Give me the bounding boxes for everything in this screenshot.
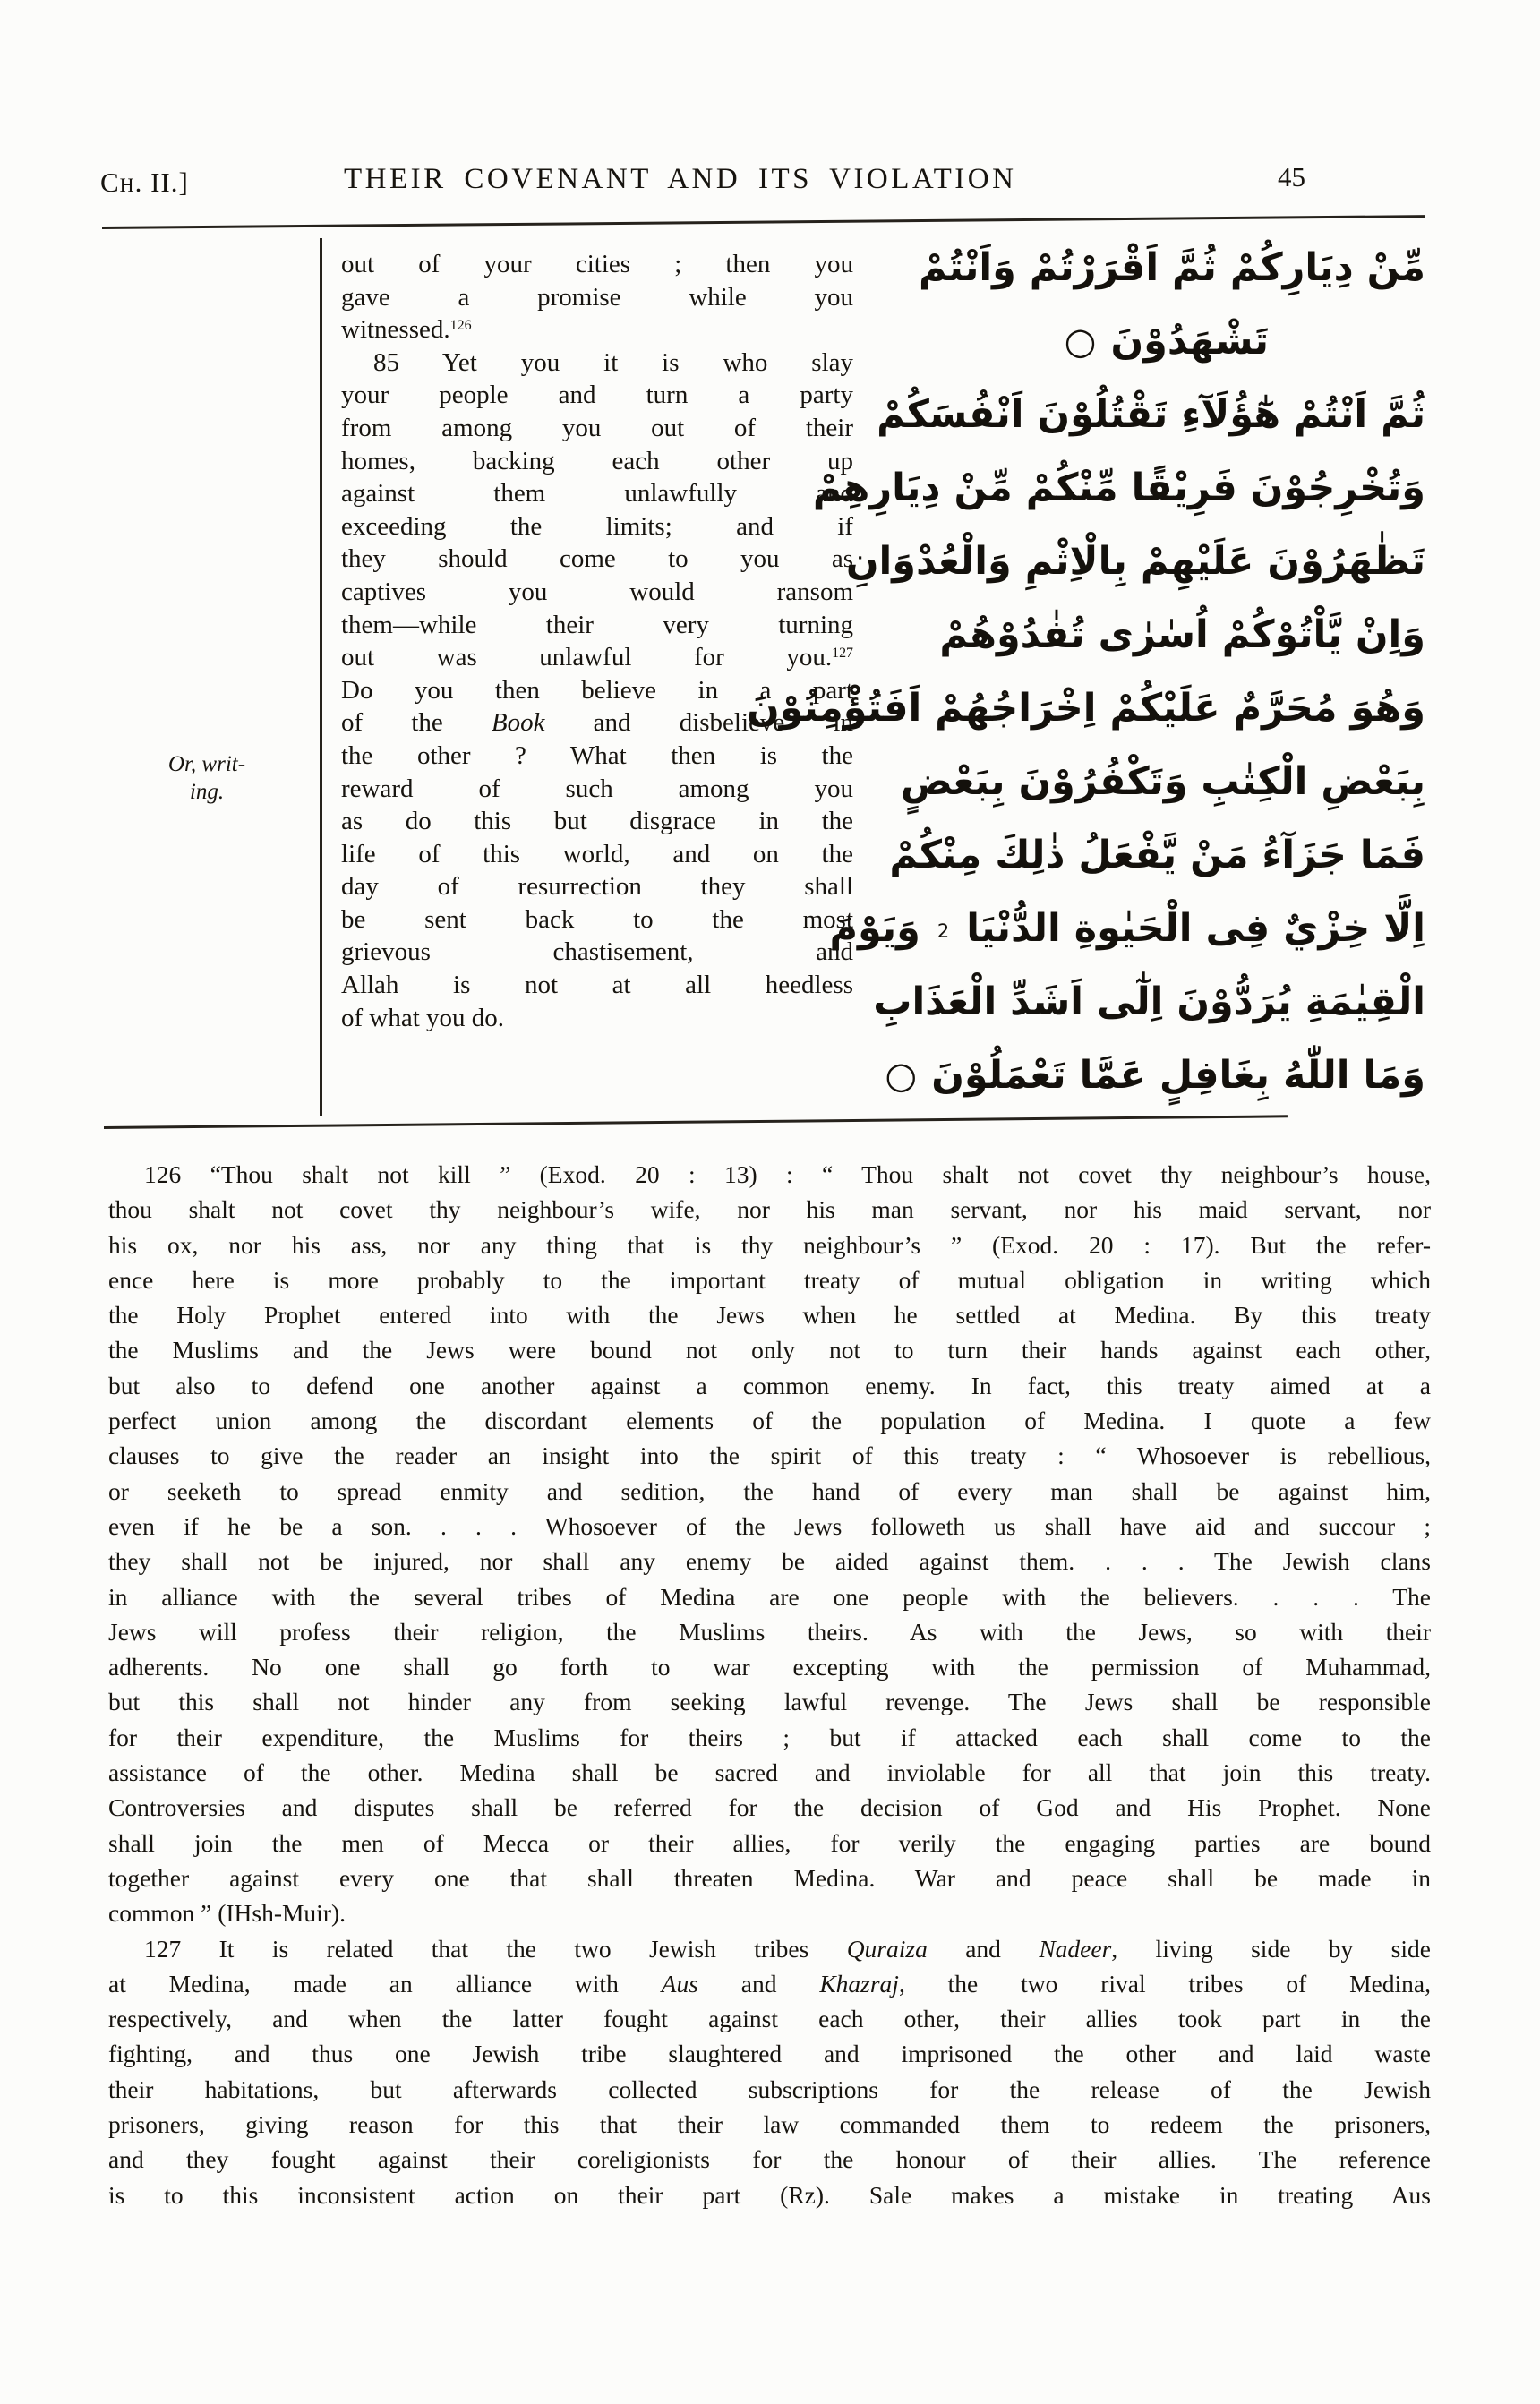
footnote-127 [108, 1931, 1431, 2212]
footnote-line: ence here is more probably to the important treaty of mutual obligation in writing which [108, 1265, 1431, 1294]
verse-end-marker: ○ [885, 1054, 918, 1097]
translation-line: day of resurrection they shall [341, 872, 853, 902]
footnote-line: at Medina, made an alliance with Aus and Khazraj, the two rival tribes of Medina, [108, 1969, 1431, 1998]
translation-column [341, 248, 853, 1034]
translation-line: your people and turn a party [341, 381, 853, 410]
footnote-line: Jews will profess their religion, the Muslims theirs. As with the Jews, so with their [108, 1617, 1431, 1646]
footnote-line: adherents. No one shall go forth to war excepting with the permission of Muhammad, [108, 1653, 1431, 1681]
arabic-line: وَهُوَ مُحَرَّمٌ عَلَيْكُمْ اِخْرَاجُهُمْ اَفَتُؤْمِنُوْنَ [746, 686, 1425, 731]
arabic-line: مِّنْ دِيَارِكُمْ ثُمَّ اَقْرَرْتُمْ وَاَنْتُمْ [918, 245, 1425, 290]
translation-line: of the Book and disbelieve in [341, 708, 853, 738]
footnote-line: clauses to give the reader an insight into the spirit of this treaty : “ Whosoever is rebellious, [108, 1442, 1431, 1470]
footnote-line: is to this inconsistent action on their part (Rz). Sale makes a mistake in treating Aus [108, 2180, 1431, 2209]
chapter-label: Ch. II.] [100, 167, 189, 198]
translation-line: as do this but disgrace in the [341, 807, 853, 836]
verse-end-marker: ○ [1064, 320, 1097, 363]
arabic-line: اِلَّا خِزْيٌ فِى الْحَيٰوةِ الدُّنْيَا 2 وَيَوْمَ [829, 906, 1425, 951]
arabic-line: وَاِنْ يَّاْتُوْكُمْ اُسٰرٰى تُفٰدُوْهُمْ [939, 612, 1425, 657]
arabic-line: ثُمَّ اَنْتُمْ هٰٓؤُلَآءِ تَقْتُلُوْنَ اَنْفُسَكُمْ [877, 392, 1425, 437]
footnote-line: together against every one that shall threaten Medina. War and peace shall be made in [108, 1863, 1431, 1892]
margin-note [97, 750, 317, 806]
footnote-line: but this shall not hinder any from seeking lawful revenge. The Jews shall be responsible [108, 1688, 1431, 1716]
translation-line: Do you then believe in a part [341, 675, 853, 705]
translation-line: be sent back to the most [341, 904, 853, 934]
footnote-line: or seeketh to spread enmity and sedition, the hand of every man shall be against him, [108, 1476, 1431, 1505]
footnote-line: shall join the men of Mecca or their allies, for verily the engaging parties are bound [108, 1828, 1431, 1857]
footnote-line: fighting, and thus one Jewish tribe slaughtered and imprisoned the other and laid waste [108, 2040, 1431, 2068]
footnote-line: 127 It is related that the two Jewish tribes Quraiza and Nadeer, living side by side [144, 1934, 1431, 1963]
translation-line: from among you out of their [341, 413, 853, 442]
footnotes-section [108, 1157, 1431, 2212]
footnote-line: they shall not be injured, nor shall any enemy be aided against them. . . . The Jewish clans [108, 1547, 1431, 1576]
translation-line: 85 Yet you it is who slay [373, 347, 853, 377]
header-rule [102, 215, 1425, 229]
arabic-line: فَمَا جَزَآءُ مَنْ يَّفْعَلُ ذٰلِكَ مِنْكُمْ [889, 833, 1425, 877]
footnote-line: the Holy Prophet entered into with the Jews when he settled at Medina. By this treaty [108, 1301, 1431, 1330]
translation-line: against them unlawfully and [341, 479, 853, 509]
page-number: 45 [1278, 161, 1305, 192]
footnote-line: the Muslims and the Jews were bound not only not to turn their hands against each other, [108, 1336, 1431, 1365]
translation-line: witnessed.$^{126}$ [341, 315, 472, 345]
margin-note-line: Or, writ- [167, 752, 246, 776]
footnote-line: in alliance with the several tribes of Medina are one people with the believers. . . . The [108, 1582, 1431, 1611]
footnote-126 [108, 1157, 1431, 1931]
translation-line: them—while their very turning [341, 610, 853, 639]
footnote-line: and they fought against their coreligionists for the honour of their allies. The reference [108, 2145, 1431, 2174]
footnote-line: assistance of the other. Medina shall be sacred and inviolable for all that join this treaty. [108, 1758, 1431, 1787]
translation-line: of what you do. [341, 1003, 505, 1032]
translation-line: they should come to you as [341, 544, 853, 574]
footnote-line: perfect union among the discordant elements of the population of Medina. I quote a few [108, 1407, 1431, 1435]
translation-line: life of this world, and on the [341, 839, 853, 868]
footnote-line: Controversies and disputes shall be referred for the decision of God and His Prophet. None [108, 1793, 1431, 1822]
footnote-line: his ox, nor his ass, nor any thing that is thy neighbour’s ” (Exod. 20 : 17). But the refer- [108, 1230, 1431, 1259]
footnote-line: respectively, and when the latter fought against each other, their allies took part in the [108, 2005, 1431, 2033]
footnote-line: thou shalt not covet thy neighbour’s wife, nor his man servant, nor his maid servant, nor [108, 1195, 1431, 1224]
arabic-line: بِبَعْضِ الْكِتٰبِ وَتَكْفُرُوْنَ بِبَعْضٍ [900, 759, 1425, 804]
arabic-line: وَمَا اللّٰهُ بِغَافِلٍ عَمَّا تَعْمَلُوْنَ○ [885, 1053, 1425, 1098]
translation-line: captives you would ransom [341, 577, 853, 606]
translation-line: Allah is not at all heedless [341, 971, 853, 1000]
translation-line: homes, backing each other up [341, 446, 853, 475]
translation-line: exceeding the limits; and if [341, 511, 853, 541]
translation-line: out of your cities ; then you [341, 250, 853, 278]
translation-line: the other ? What then is the [341, 740, 853, 770]
arabic-line: تَظٰهَرُوْنَ عَلَيْهِمْ بِالْاِثْمِ وَالْعُدْوَانِ [845, 539, 1425, 584]
page-title: THEIR COVENANT AND ITS VIOLATION [344, 163, 1017, 195]
margin-note-line: ing. [189, 780, 225, 804]
footnote-line: prisoners, giving reason for this that their law commanded them to redeem the prisoners, [108, 2110, 1431, 2139]
translation-line: out was unlawful for you.$^{127}$ [341, 643, 853, 672]
arabic-text-column [746, 231, 1425, 1112]
arabic-line: تَشْهَدُوْنَ○ [1064, 319, 1269, 364]
footnote-line: for their expenditure, the Muslims for theirs ; but if attacked each shall come to the [108, 1723, 1431, 1751]
translation-line: reward of such among you [341, 774, 853, 803]
translation-line: grievous chastisement, and [341, 937, 853, 967]
footnote-line: even if he be a son. . . . Whosoever of the Jews followeth us shall have aid and succour ; [108, 1511, 1431, 1540]
arabic-line: وَتُخْرِجُوْنَ فَرِيْقًا مِّنْكُمْ مِّنْ دِيَارِهِمْ [812, 466, 1425, 510]
column-divider-rule [320, 238, 322, 1116]
footnote-line: their habitations, but afterwards collected subscriptions for the release of the Jewish [108, 2075, 1431, 2103]
footnote-line: common ” (IHsh-Muir). [108, 1899, 346, 1928]
arabic-line: الْقِيٰمَةِ يُرَدُّوْنَ اِلٰٓى اَشَدِّ الْعَذَابِ [873, 980, 1425, 1024]
translation-line: gave a promise while you [341, 282, 853, 312]
footnote-separator-rule [104, 1115, 1288, 1129]
footnote-line: 126 “Thou shalt not kill ” (Exod. 20 : 13) : “ Thou shalt not covet thy neighbour’s house, [144, 1160, 1431, 1188]
footnote-line: but also to defend one another against a common enemy. In fact, this treaty aimed at a [108, 1371, 1431, 1399]
